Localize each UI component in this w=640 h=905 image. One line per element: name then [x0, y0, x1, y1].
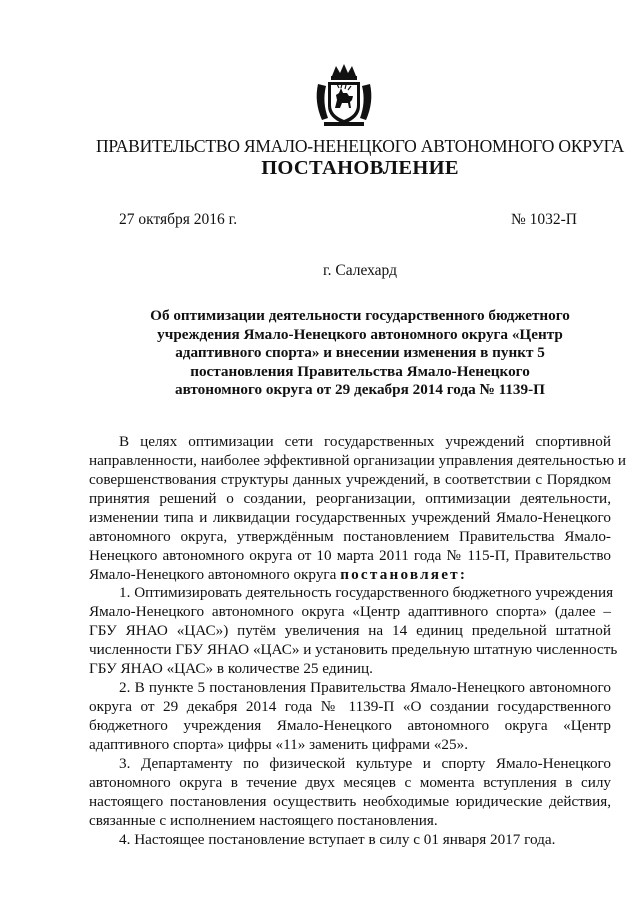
preamble-line: В целях оптимизации сети государственных учреждений спортивной [119, 433, 611, 450]
coat-of-arms-icon [312, 62, 376, 128]
item-2-line: бюджетного учреждения Ямало-Ненецкого автономного округа «Центр [89, 717, 611, 734]
subject-line: автономного округа от 29 декабря 2014 года № 1139-П [174, 381, 545, 398]
document-date: 27 октября 2016 г. [119, 211, 238, 228]
preamble-paragraph [89, 432, 626, 584]
item-1-line: 1. Оптимизировать деятельность государственного бюджетного учреждения [119, 584, 614, 601]
item-2-line: адаптивного спорта» цифры «11» заменить цифрами «25». [89, 736, 468, 753]
item-3-line: связанные с исполнением настоящего постановления. [89, 812, 438, 829]
preamble-last-line [89, 565, 611, 584]
resolution-items [89, 583, 618, 849]
item-1-line: ГБУ ЯНАО «ЦАС» в количестве 25 единиц. [89, 660, 373, 677]
preamble-line: совершенствования структуры данных учреждений, в соответствии с Порядком [89, 471, 611, 488]
item-2-line: 2. В пункте 5 постановления Правительства Ямало-Ненецкого автономного [119, 679, 611, 696]
item-1-line: Ямало-Ненецкого автономного округа «Центр адаптивного спорта» (далее – [89, 603, 611, 620]
document-number: № 1032-П [510, 211, 577, 228]
preamble-line: принятия решений о создании, реорганизации, оптимизации деятельности, [89, 490, 611, 507]
subject-line: адаптивного спорта» и внесении изменения в пункт 5 [175, 344, 545, 361]
subject-line: учреждения Ямало-Ненецкого автономного округа «Центр [157, 325, 563, 343]
subject-line: Об оптимизации деятельности государственного бюджетного [150, 307, 570, 324]
preamble-line: Ненецкого автономного округа от 10 марта 2011 года № 115-П, Правительство [89, 547, 611, 564]
document-subject [100, 307, 620, 400]
government-title: ПРАВИТЕЛЬСТВО ЯМАЛО-НЕНЕЦКОГО АВТОНОМНОГО ОКРУГА [95, 136, 625, 156]
item-3-line: автономного округа в течение двух месяцев с момента вступления в силу [89, 774, 611, 791]
preamble-line: автономного округа, утверждённым постановлением Правительства Ямало- [89, 528, 611, 545]
document-type: ПОСТАНОВЛЕНИЕ [261, 157, 459, 179]
item-3-line: настоящего постановления осуществить необходимые юридические действия, [89, 793, 611, 810]
item-4-line: 4. Настоящее постановление вступает в силу с 01 января 2017 года. [119, 831, 556, 848]
subject-line: постановления Правительства Ямало-Ненецкого [190, 362, 530, 380]
item-1-line: численности ГБУ ЯНАО «ЦАС» и установить предельную штатную численность [89, 641, 618, 658]
document-city: г. Салехард [323, 262, 397, 279]
item-2-line: округа от 29 декабря 2014 года № 1139-П «О создании государственного [89, 698, 611, 715]
resolves-word: постановляет: [340, 566, 468, 583]
item-1-line: ГБУ ЯНАО «ЦАС») путём увеличения на 14 единиц предельной штатной [89, 622, 611, 639]
preamble-line: направленности, наиболее эффективной организации управления деятельностью и [89, 452, 626, 469]
preamble-line: изменении типа и ликвидации государственных учреждений Ямало-Ненецкого [89, 509, 611, 526]
item-3-line: 3. Департаменту по физической культуре и спорту Ямало-Ненецкого [119, 755, 611, 772]
preamble-last-text: Ямало-Ненецкого автономного округа [89, 566, 341, 583]
